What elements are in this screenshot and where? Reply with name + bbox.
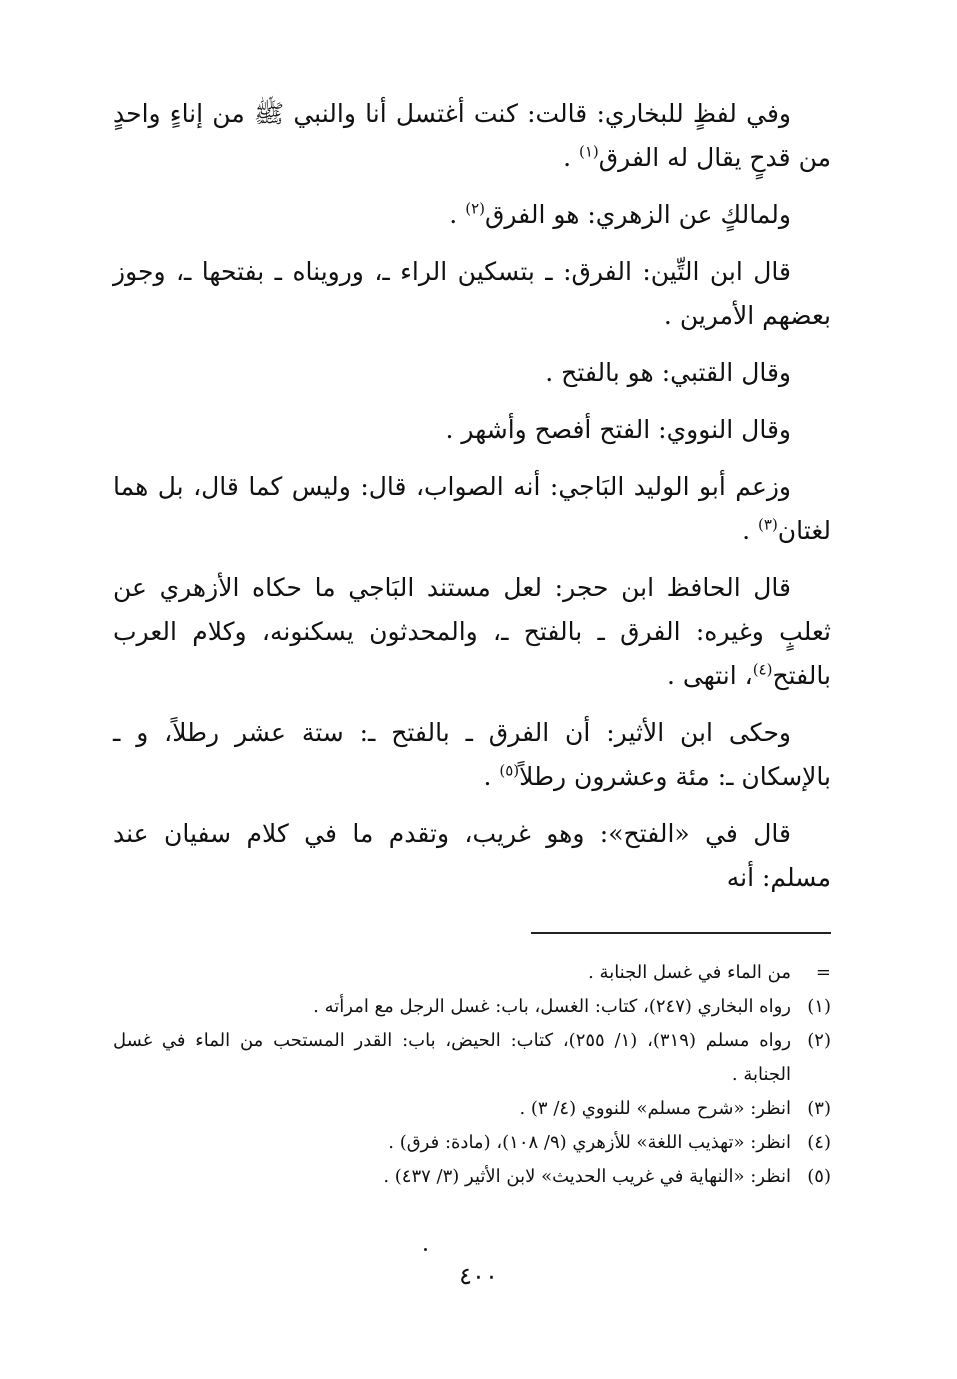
footnote — [113, 1160, 831, 1194]
footnote-text: رواه مسلم (٣١٩)، (١/ ٢٥٥)، كتاب: الحيض، باب: القدر المستحب من الماء في غسل الجنابة . — [113, 1030, 792, 1085]
paragraph: وقال النووي: الفتح أفصح وأشهر . — [445, 415, 791, 444]
paragraph: وزعم أبو الوليد البَاجي: أنه الصواب، قال: وليس كما قال، بل هما لغتان$^{(٣)}$ . — [113, 472, 831, 545]
paragraph: وفي لفظٍ للبخاري: قالت: كنت أغتسل أنا والنبي ﷺ من إناءٍ واحدٍ من قدحٍ يقال له الفرق$^{(١)}$ . — [113, 99, 831, 172]
page-number: ٤٠٠ — [459, 1262, 498, 1290]
paragraph: قال في «الفتح»: وهو غريب، وتقدم ما في كلام سفيان عند مسلم: أنه — [113, 819, 831, 892]
footnote-ref[interactable]: (٥) — [499, 761, 520, 780]
paragraph: ولمالكٍ عن الزهري: هو الفرق$^{(٢)}$ . — [449, 199, 791, 229]
footnote — [113, 956, 831, 990]
footnote-number: (٣) — [807, 1098, 831, 1119]
paragraph: قال ابن التِّين: الفرق: ـ بتسكين الراء ـ، ورويناه ـ بفتحها ـ، وجوز بعضهم الأمرين . — [113, 257, 831, 330]
footnote-text: رواه البخاري (٢٤٧)، كتاب: الغسل، باب: غسل الرجل مع امرأته . — [313, 996, 791, 1017]
footnote — [113, 1126, 831, 1160]
footnote-ref[interactable]: (٤) — [752, 660, 773, 679]
footnote-divider — [531, 932, 831, 934]
main-text — [113, 92, 831, 913]
footnote-number: = — [815, 962, 831, 983]
footnote-number: (٥) — [807, 1166, 831, 1187]
footnote — [113, 1024, 831, 1092]
footnote — [113, 990, 831, 1024]
footnote-text: انظر: «شرح مسلم» للنووي (٤/ ٣) . — [519, 1098, 791, 1119]
paragraph: وحكى ابن الأثير: أن الفرق ـ بالفتح ـ: ستة عشر رطلاً، و ـ بالإسكان ـ: مئة وعشرون رطلاً$^{(٥)}$ . — [113, 718, 831, 791]
footnote-number: (١) — [807, 996, 831, 1017]
footnote-ref[interactable]: (٣) — [758, 515, 778, 534]
footnote-text: من الماء في غسل الجنابة . — [588, 962, 791, 983]
footnote-text: انظر: «تهذيب اللغة» للأزهري (٩/ ١٠٨)، (مادة: فرق) . — [388, 1132, 791, 1153]
footnote-ref[interactable]: (٢) — [465, 199, 485, 218]
footnotes — [113, 956, 831, 1194]
footnote-number: (٤) — [807, 1132, 831, 1153]
paragraph: وقال القتبي: هو بالفتح . — [545, 358, 791, 387]
paragraph: قال الحافظ ابن حجر: لعل مستند البَاجي ما حكاه الأزهري عن ثعلبٍ وغيره: الفرق ـ بالفتح ـ، والمحدثون يسكنونه، وكلام العرب بالفتح$^{(٤)}$، انتهى . — [113, 573, 831, 690]
footnote-text: انظر: «النهاية في غريب الحديث» لابن الأثير (٣/ ٤٣٧) . — [383, 1166, 791, 1187]
footnote-number: (٢) — [807, 1030, 831, 1051]
page-number-mark — [424, 1248, 427, 1251]
footnote-ref[interactable]: (١) — [578, 142, 599, 161]
footnote — [113, 1092, 831, 1126]
